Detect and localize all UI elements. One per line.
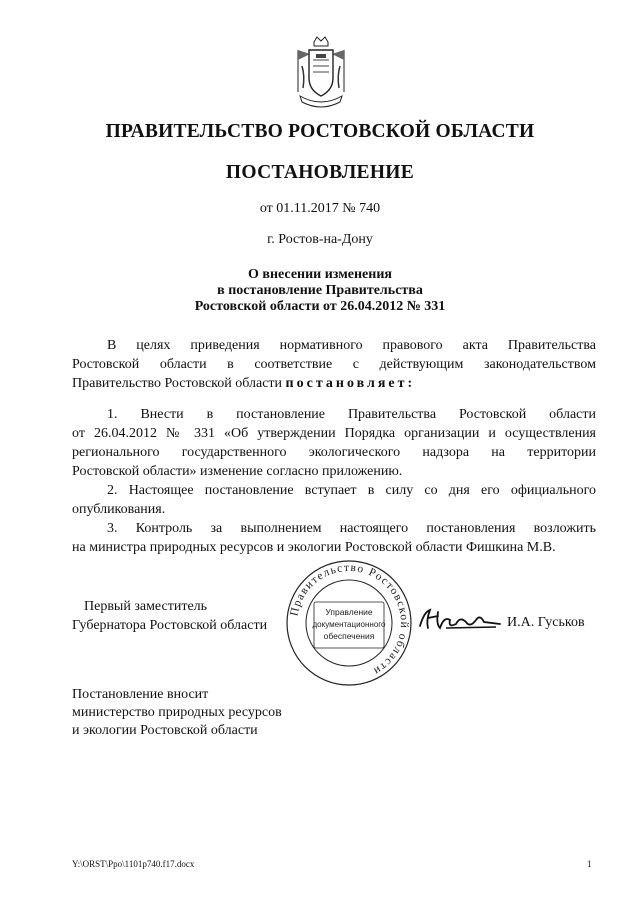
subject-line: О внесении изменения	[248, 267, 392, 282]
stamp-inner-line: Управление	[325, 607, 373, 617]
item-line: 3. Контроль за выполнением настоящего постановления возложить	[107, 521, 596, 536]
document-type: ПОСТАНОВЛЕНИЕ	[225, 162, 415, 183]
note-line: Постановление вносит	[72, 687, 209, 702]
stamp-inner-line: документационного	[312, 620, 386, 629]
decree-verb: постановляет	[285, 376, 408, 391]
preamble-text: Правительство Ростовской области	[72, 376, 286, 391]
subject-line: Ростовской области от 26.04.2012 № 331	[194, 299, 446, 314]
item-2-paragraph	[72, 481, 596, 519]
colon: :	[407, 376, 416, 391]
item-line: Ростовской области» изменение согласно приложению.	[72, 464, 403, 479]
preamble-line	[72, 374, 596, 393]
note-line: и экологии Ростовской области	[72, 723, 258, 738]
note-line: министерство природных ресурсов	[72, 705, 282, 720]
subject-line: в постановление Правительства	[217, 283, 423, 298]
position-line: Губернатора Ростовской области	[72, 618, 268, 633]
stamp-outer-text: Правительство Ростовской области	[288, 561, 411, 678]
preamble-line: Ростовской области в соответствие с действующим законодательством	[72, 357, 596, 372]
item-line: от 26.04.2012 № 331 «Об утверждении Порядка организации и осуществления	[72, 426, 596, 441]
signatory-name: И.А. Гуськов	[507, 615, 585, 630]
preamble-line: В целях приведения нормативного правового акта Правительства	[107, 338, 596, 353]
government-title: ПРАВИТЕЛЬСТВО РОСТОВСКОЙ ОБЛАСТИ	[105, 121, 535, 142]
page-number: 1	[587, 859, 592, 869]
coat-of-arms-icon	[292, 36, 350, 114]
date-and-number: от 01.11.2017 № 740	[259, 201, 381, 216]
official-stamp	[285, 560, 413, 686]
file-path: Y:\ORST\Ppo\1101p740.f17.docx	[72, 859, 195, 869]
submitter-note	[72, 686, 282, 740]
city: г. Ростов-на-Дону	[267, 232, 373, 247]
handwritten-signature	[416, 606, 502, 634]
item-line: опубликования.	[72, 502, 166, 517]
position-line: Первый заместитель	[84, 599, 208, 614]
item-line: 2. Настоящее постановление вступает в силу со дня его официального	[107, 483, 596, 498]
preamble-paragraph	[72, 336, 596, 393]
item-line: 1. Внести в постановление Правительства Ростовской области	[107, 407, 596, 422]
document-subject	[0, 267, 640, 315]
item-1-paragraph	[72, 405, 596, 481]
signatory-position	[72, 597, 267, 635]
item-3-paragraph	[72, 519, 596, 557]
stamp-inner-line: обеспечения	[323, 631, 375, 641]
item-line: регионального государственного экологического надзора на территории	[72, 445, 596, 460]
item-line: на министра природных ресурсов и экологии Ростовской области Фишкина М.В.	[72, 540, 556, 555]
